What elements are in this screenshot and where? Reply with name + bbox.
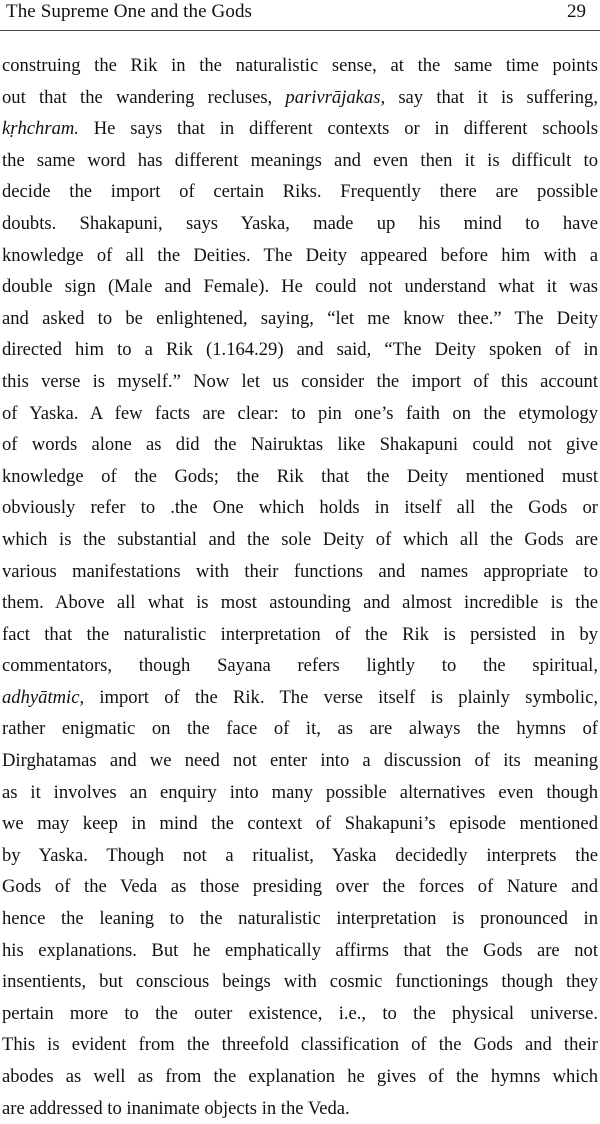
text-run: say that it is suffering, — [385, 86, 598, 108]
text-run: rather enigmatic on the face of it, as are always the hymns of — [2, 718, 598, 740]
text-run: fact that the naturalistic interpretation of the Rik is persisted in by — [2, 623, 598, 645]
text-line — [2, 587, 598, 619]
text-line — [2, 50, 598, 82]
header-rule — [0, 30, 600, 31]
text-run: by Yaska. Though not a ritualist, Yaska decidedly interprets the — [2, 844, 598, 866]
running-title: The Supreme One and the Gods — [6, 1, 253, 22]
text-line — [2, 334, 598, 366]
text-run: knowledge of the Gods; the Rik that the Deity mentioned must — [2, 465, 598, 487]
text-line — [2, 366, 598, 398]
text-line — [2, 840, 598, 872]
text-run: Dirghatamas and we need not enter into a discussion of its meaning — [2, 750, 598, 772]
text-run: and asked to be enlightened, saying, “let me know thee.” The Deity — [2, 307, 598, 329]
running-head — [6, 0, 586, 30]
text-line — [2, 271, 598, 303]
text-run: obviously refer to .the One which holds in itself all the Gods or — [2, 497, 598, 519]
text-line — [2, 998, 598, 1030]
italic-term: parivrājakas, — [285, 86, 386, 108]
text-run: insentients, but conscious beings with cosmic functionings though they — [2, 971, 598, 993]
text-line — [2, 745, 598, 777]
text-line — [2, 176, 598, 208]
text-run: them. Above all what is most astounding and almost incredible is the — [2, 592, 598, 614]
text-line — [2, 208, 598, 240]
text-line — [2, 871, 598, 903]
italic-term: kṛhchram. — [2, 118, 79, 140]
text-run: as it involves an enquiry into many possible alternatives even though — [2, 781, 598, 803]
text-line — [2, 492, 598, 524]
text-run: decide the import of certain Riks. Frequently there are possible — [2, 181, 598, 203]
text-run: doubts. Shakapuni, says Yaska, made up his mind to have — [2, 212, 598, 234]
text-run: we may keep in mind the context of Shakapuni’s episode mentioned — [2, 813, 598, 835]
text-line — [2, 145, 598, 177]
text-run: commentators, though Sayana refers lightly to the spiritual, — [2, 655, 598, 677]
text-run: directed him to a Rik (1.164.29) and said, “The Deity spoken of in — [2, 339, 598, 361]
text-line — [2, 713, 598, 745]
text-run: knowledge of all the Deities. The Deity appeared before him with a — [2, 244, 598, 266]
text-line — [2, 1061, 598, 1093]
text-run: hence the leaning to the naturalistic interpretation is pronounced in — [2, 908, 598, 930]
page-number: 29 — [567, 1, 586, 22]
text-run: double sign (Male and Female). He could not understand what it was — [2, 276, 598, 298]
text-line — [2, 966, 598, 998]
text-line — [2, 650, 598, 682]
text-run: various manifestations with their functions and names appropriate to — [2, 560, 598, 582]
text-line — [2, 113, 598, 145]
text-run: pertain more to the outer existence, i.e., to the physical universe. — [2, 1002, 598, 1024]
text-run: This is evident from the threefold classification of the Gods and their — [2, 1034, 598, 1056]
text-run: out that the wandering recluses, — [2, 86, 286, 108]
text-line — [2, 777, 598, 809]
text-run: abodes as well as from the explanation he gives of the hymns which — [2, 1066, 598, 1087]
text-run: his explanations. But he emphatically affirms that the Gods are not — [2, 939, 598, 961]
text-line — [2, 935, 598, 967]
text-line — [2, 682, 598, 714]
text-run: of words alone as did the Nairuktas like Shakapuni could not give — [2, 434, 598, 456]
text-line — [2, 524, 598, 556]
text-line — [2, 556, 598, 588]
text-run: of Yaska. A few facts are clear: to pin one’s faith on the etymology — [2, 402, 598, 424]
text-run: construing the Rik in the naturalistic sense, at the same time points — [2, 55, 598, 76]
text-line — [2, 429, 598, 461]
text-line — [2, 461, 598, 493]
text-line — [2, 398, 598, 430]
text-line — [2, 1029, 598, 1061]
text-run: are addressed to inanimate objects in the Veda. — [2, 1097, 350, 1119]
text-run: the same word has different meanings and even then it is difficult to — [2, 149, 598, 171]
text-line — [2, 903, 598, 935]
text-line — [2, 240, 598, 272]
text-run: this verse is myself.” Now let us consider the import of this account — [2, 370, 598, 392]
text-run: He says that in different contexts or in different schools — [78, 118, 598, 140]
text-line — [2, 82, 598, 114]
text-run: which is the substantial and the sole Deity of which all the Gods are — [2, 528, 598, 550]
text-run: import of the Rik. The verse itself is plainly symbolic, — [84, 686, 598, 708]
text-line — [2, 619, 598, 651]
italic-term: adhyātmic, — [2, 686, 85, 708]
text-line — [2, 303, 598, 335]
text-run: Gods of the Veda as those presiding over the forces of Nature and — [2, 876, 598, 898]
body-paragraph — [2, 50, 598, 1124]
text-line — [2, 808, 598, 840]
text-line — [2, 1093, 598, 1124]
